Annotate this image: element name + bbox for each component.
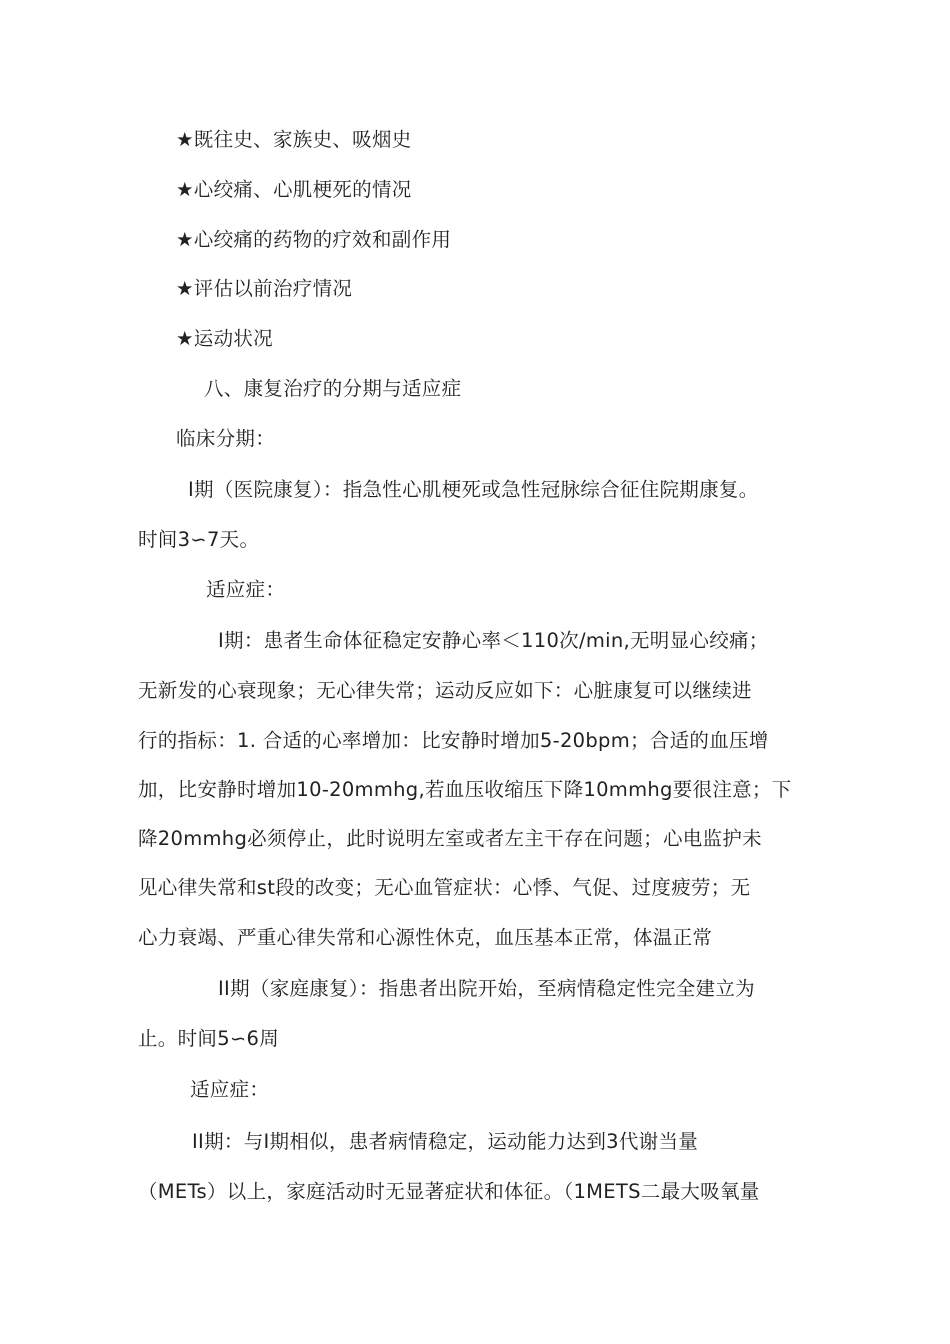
text-line: 临床分期： (176, 427, 276, 450)
text-line: 见心律失常和st段的改变；无心血管症状：心悸、气促、过度疲劳；无 (138, 876, 751, 899)
text-line: 心力衰竭、严重心律失常和心源性休克，血压基本正常，体温正常 (138, 926, 713, 949)
text-line: I期（医院康复）：指急性心肌梗死或急性冠脉综合征住院期康复。 (188, 478, 759, 501)
text-line: 时间3∽7天。 (138, 528, 260, 551)
text-line: ★心绞痛的药物的疗效和副作用 (176, 228, 452, 251)
text-line: ★评估以前治疗情况 (176, 277, 353, 300)
text-line: 无新发的心衰现象；无心律失常；运动反应如下：心脏康复可以继续进 (138, 679, 752, 702)
text-line: 适应症： (190, 1078, 270, 1101)
text-line: （METs）以上，家庭活动时无显著症状和体征。（1METS二最大吸氧量 (138, 1180, 760, 1203)
text-line: 加，比安静时增加10-20mmhg,若血压收缩压下降10mmhg要很注意；下 (138, 778, 792, 801)
text-line: II期：与I期相似，患者病情稳定，运动能力达到3代谢当量 (192, 1130, 699, 1153)
text-line: I期：患者生命体征稳定安静心率＜110次/min,无明显心绞痛； (218, 629, 769, 652)
text-line: ★运动状况 (176, 327, 273, 350)
text-line: 降20mmhg必须停止，此时说明左室或者左主干存在问题；心电监护未 (138, 827, 762, 850)
text-line: 适应症： (206, 578, 286, 601)
text-line: 行的指标：1. 合适的心率增加：比安静时增加5-20bpm；合适的血压增 (138, 729, 769, 752)
text-line: 止。时间5∽6周 (138, 1027, 280, 1050)
text-line: ★心绞痛、心肌梗死的情况 (176, 178, 412, 201)
text-line: ★既往史、家族史、吸烟史 (176, 128, 412, 151)
section-heading: 八、康复治疗的分期与适应症 (204, 377, 462, 400)
text-line: II期（家庭康复）：指患者出院开始，至病情稳定性完全建立为 (218, 977, 755, 1000)
